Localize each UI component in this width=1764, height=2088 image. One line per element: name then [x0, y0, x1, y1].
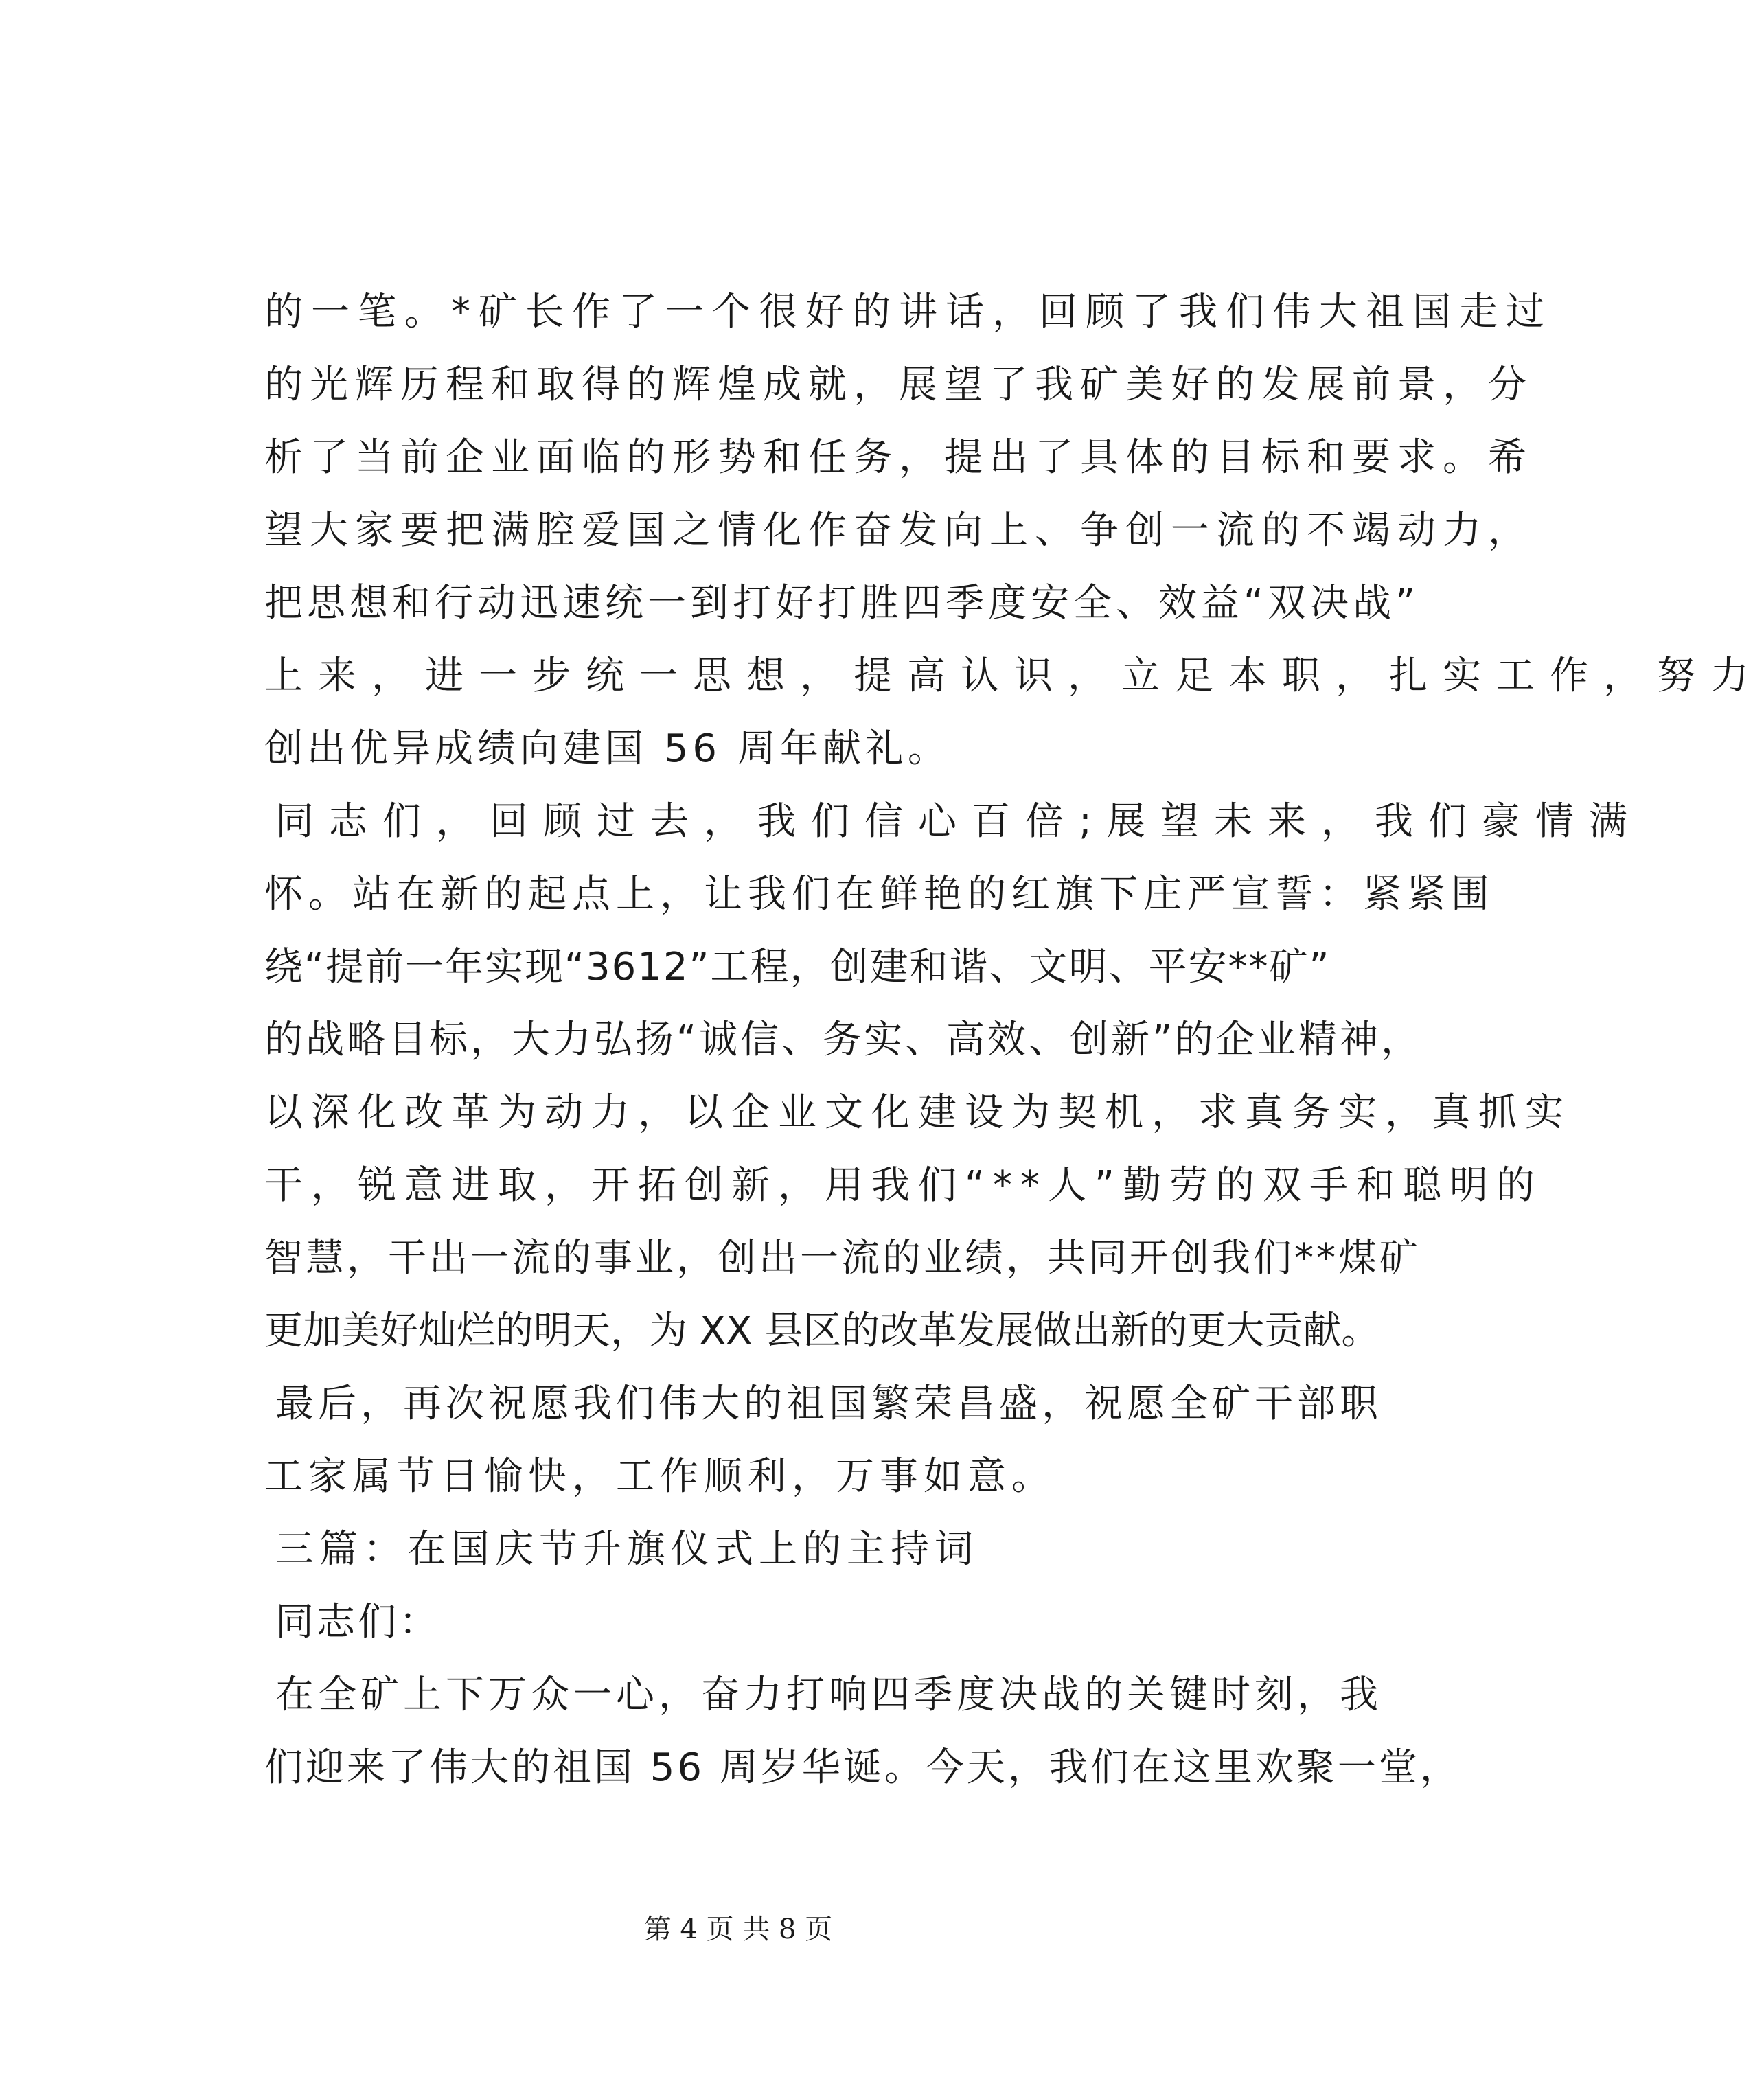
text-line: 怀。站在新的起点上，让我们在鲜艳的红旗下庄严宣誓：紧紧围: [264, 872, 1495, 917]
page-number-footer: 第 4 页 共 8 页: [643, 1914, 833, 1945]
text-line: 以深化改革为动力，以企业文化建设为契机，求真务实，真抓实: [264, 1090, 1572, 1135]
document-body: [264, 276, 1764, 1804]
text-line: 望大家要把满腔爱国之情化作奋发向上、争创一流的不竭动力，: [264, 508, 1533, 553]
text-line: 析了当前企业面临的形势和任务，提出了具体的目标和要求。希: [264, 435, 1533, 480]
text-line: 的光辉历程和取得的辉煌成就，展望了我矿美好的发展前景，分: [264, 363, 1533, 407]
text-line: 把思想和行动迅速统一到打好打胜四季度安全、效益“双决战”: [264, 581, 1420, 626]
section-heading: 三篇：在国庆节升旗仪式上的主持词: [275, 1527, 978, 1572]
text-line: 绕“提前一年实现“3612”工程，创建和谐、文明、平安**矿”: [264, 945, 1331, 989]
paragraph-start-line: 最后，再次祝愿我们伟大的祖国繁荣昌盛，祝愿全矿干部职: [275, 1381, 1382, 1426]
paragraph-start-line: 同志们，回顾过去，我们信心百倍;展望未来，我们豪情满: [275, 799, 1642, 844]
text-line: 上来，进一步统一思想，提高认识，立足本职，扎实工作，努力: [264, 654, 1764, 698]
text-line: 更加美好灿烂的明天，为 XX 县区的改革发展做出新的更大贡献。: [264, 1309, 1380, 1353]
text-line: 的一笔。*矿长作了一个很好的讲话，回顾了我们伟大祖国走过: [264, 290, 1553, 334]
salutation: 同志们：: [275, 1600, 440, 1644]
text-line: 工家属节日愉快，工作顺利，万事如意。: [264, 1454, 1055, 1499]
text-line: 创出优异成绩向建国 56 周年献礼。: [264, 726, 950, 771]
paragraph-start-line: 在全矿上下万众一心，奋力打响四季度决战的关键时刻，我: [275, 1673, 1382, 1717]
text-line: 们迎来了伟大的祖国 56 周岁华诞。今天，我们在这里欢聚一堂，: [264, 1745, 1461, 1790]
text-line: 智慧，干出一流的事业，创出一流的业绩，共同开创我们**煤矿: [264, 1236, 1421, 1281]
text-line: 的战略目标，大力弘扬“诚信、务实、高效、创新”的企业精神，: [264, 1018, 1423, 1062]
text-line: 干，锐意进取，开拓创新，用我们“**人”勤劳的双手和聪明的: [264, 1163, 1544, 1208]
